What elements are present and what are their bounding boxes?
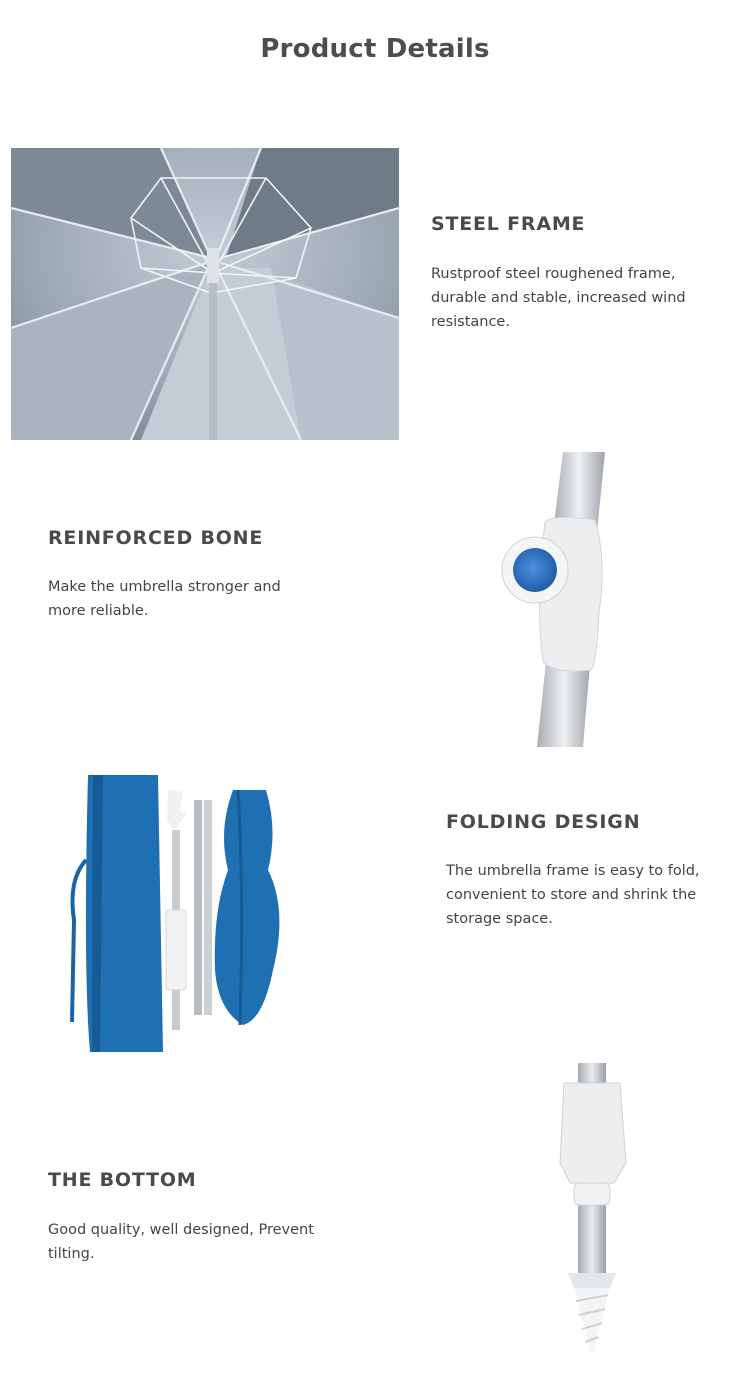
section-description-steel-frame: Rustproof steel roughened frame, durable and stable, increased wind resistance. [431,266,686,330]
section-description-the-bottom: Good quality, well designed, Prevent tilting. [48,1222,314,1262]
ground-anchor-photo [552,1063,632,1358]
page-title: Product Details [260,34,490,64]
section-heading-reinforced-bone: REINFORCED BONE [48,527,264,549]
section-description-reinforced-bone: Make the umbrella stronger and more reliable. [48,579,281,619]
section-heading-the-bottom: THE BOTTOM [48,1169,197,1191]
section-heading-steel-frame: STEEL FRAME [431,213,586,235]
section-description-folding-design: The umbrella frame is easy to fold, convenient to store and shrink the storage space. [446,863,700,927]
tilt-joint-photo [495,452,615,747]
section-heading-folding-design: FOLDING DESIGN [446,811,641,833]
folded-parts-photo [68,770,283,1055]
umbrella-canopy-underside-photo [11,148,399,440]
